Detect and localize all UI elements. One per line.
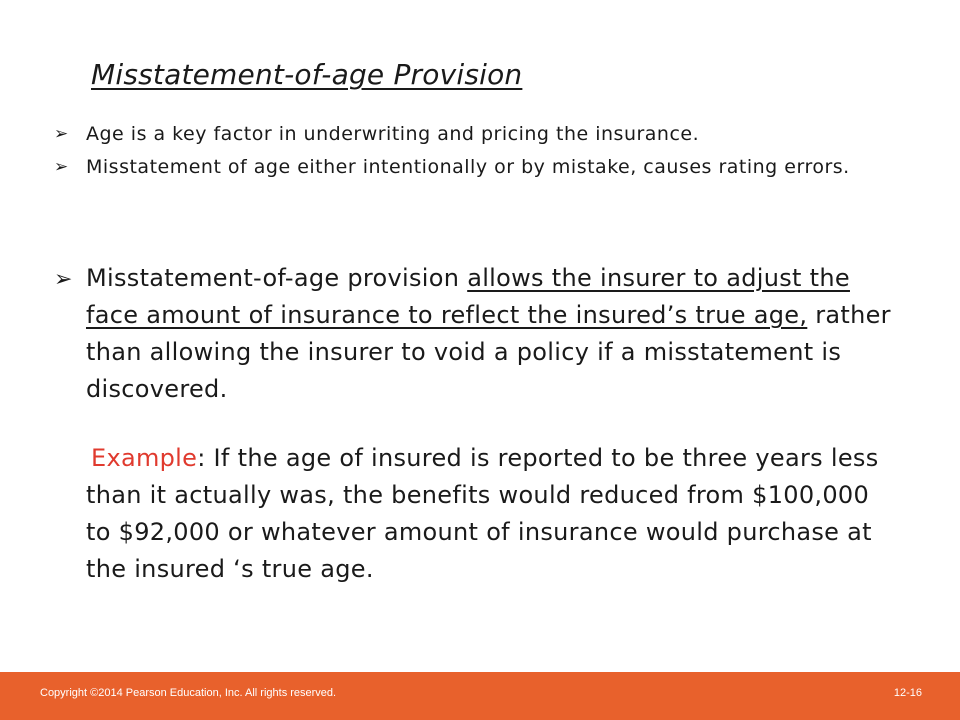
footer-bar: [0, 672, 960, 720]
bullet-item: [54, 260, 899, 408]
bullet-item: [54, 153, 894, 182]
example-text: : If the age of insured is reported to be three years less than it actually was, the benefits would reduced from $100,000 to $92,000 or whatever amount of insurance would purchase at the insured ‘s true age.: [86, 444, 879, 583]
bullet-text: Misstatement of age either intentionally or by mistake, causes rating errors.: [86, 156, 850, 178]
arrow-bullet-icon: ➢: [54, 157, 69, 177]
page-number: 12-16: [893, 687, 922, 699]
bullet-list-small: [54, 120, 894, 186]
arrow-bullet-icon: ➢: [54, 124, 69, 144]
bullet-text: Age is a key factor in underwriting and pricing the insurance.: [86, 123, 700, 145]
bullet-list-large: [54, 260, 899, 408]
slide-title: Misstatement-of-age Provision: [91, 58, 523, 91]
bullet-text-underlined: allows the insurer to adjust the face amount of insurance to reflect the insured’s true age,: [86, 264, 850, 329]
bullet-item: [54, 120, 894, 149]
bullet-text-part: rather than allowing the insurer to void a policy if a misstatement is discovered.: [86, 301, 891, 403]
arrow-bullet-icon: ➢: [54, 267, 73, 292]
copyright-notice: Copyright ©2014 Pearson Education, Inc. All rights reserved.: [40, 687, 337, 699]
bullet-text-part: Misstatement-of-age provision: [86, 264, 468, 292]
example-paragraph: [86, 440, 896, 588]
example-label: Example: [91, 444, 198, 472]
